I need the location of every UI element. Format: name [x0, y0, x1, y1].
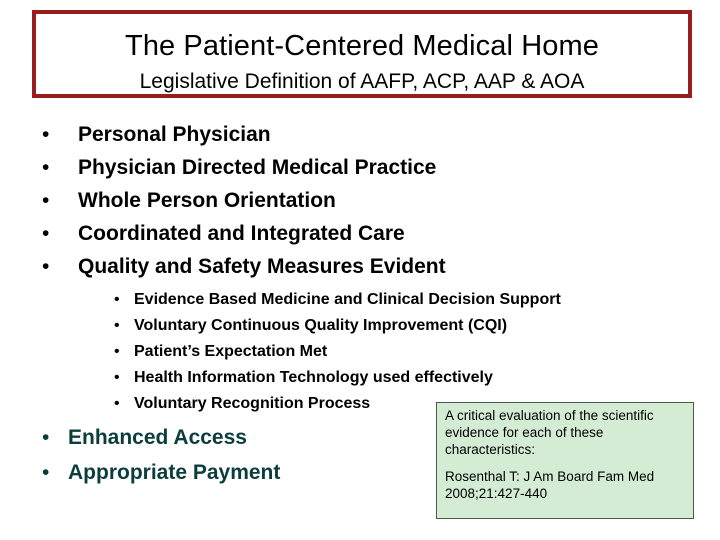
- list-item: • Patient’s Expectation Met: [114, 339, 561, 365]
- main-bullet-list: [42, 118, 446, 283]
- citation-note-box: [436, 402, 694, 519]
- list-item: • Health Information Technology used effectively: [114, 365, 561, 391]
- list-item: • Evidence Based Medicine and Clinical Decision Support: [114, 287, 561, 313]
- title-box: [32, 10, 692, 98]
- list-item: • Physician Directed Medical Practice: [42, 151, 446, 184]
- page-title: The Patient-Centered Medical Home: [125, 30, 599, 62]
- sub-bullet-list: [114, 287, 561, 417]
- list-item: • Enhanced Access: [42, 420, 280, 455]
- page-subtitle: Legislative Definition of AAFP, ACP, AAP & AOA: [139, 70, 585, 93]
- list-item: • Coordinated and Integrated Care: [42, 217, 446, 250]
- list-item: • Quality and Safety Measures Evident: [42, 250, 446, 283]
- note-citation: Rosenthal T: J Am Board Fam Med 2008;21:427-440: [445, 469, 655, 501]
- list-item: • Appropriate Payment: [42, 455, 280, 490]
- list-item: • Voluntary Recognition Process: [114, 391, 561, 417]
- list-item: • Whole Person Orientation: [42, 184, 446, 217]
- list-item: • Personal Physician: [42, 118, 446, 151]
- note-description: A critical evaluation of the scientific evidence for each of these characteristics:: [445, 408, 654, 457]
- list-item: • Voluntary Continuous Quality Improvement (CQI): [114, 313, 561, 339]
- access-bullet-list: [42, 420, 280, 490]
